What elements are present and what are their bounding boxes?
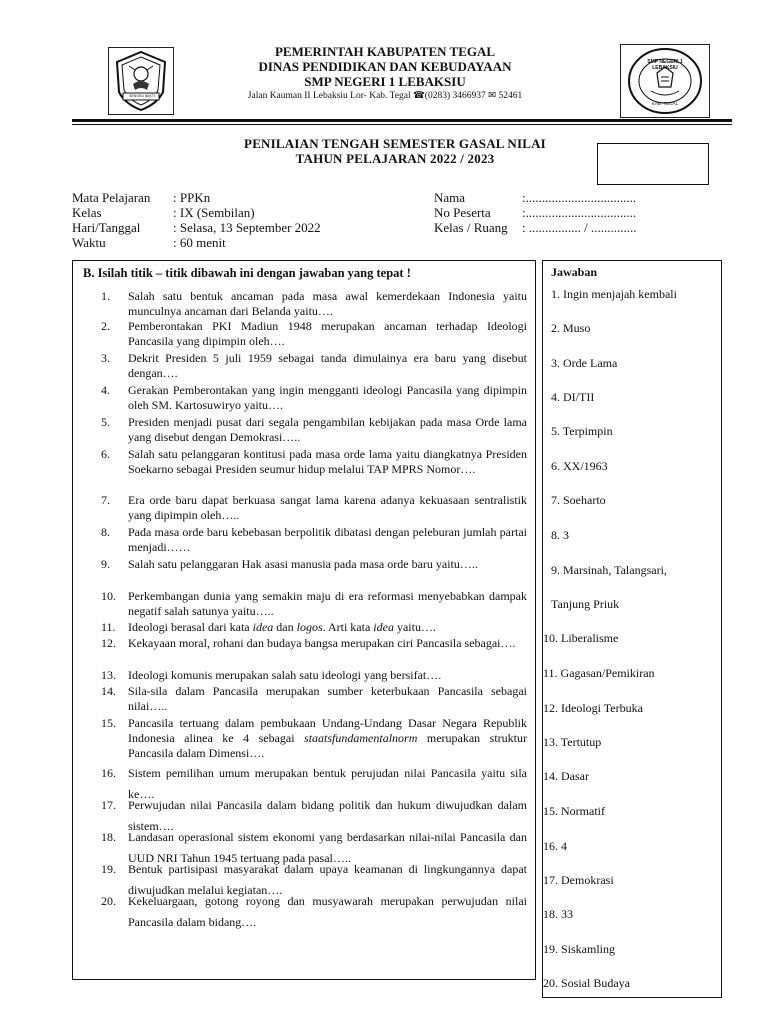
answer-item: 5. Terpimpin: [551, 424, 613, 438]
question-number: 5.: [101, 415, 110, 429]
question-text: Sila-sila dalam Pancasila merupakan sumber keterbukaan Pancasila sebagai nilai…..: [128, 684, 527, 713]
student-info-left: [72, 190, 321, 250]
question-text: Kekayaan moral, rohani dan budaya bangsa merupakan ciri Pancasila sebagai….: [128, 636, 516, 650]
question-item: [73, 557, 535, 572]
info-right-row: [434, 190, 636, 205]
question-number: 16.: [101, 766, 116, 780]
question-number: 15.: [101, 716, 116, 730]
question-text: Perwujudan nilai Pancasila dalam bidang politik dan hukum diwujudkan dalam sistem….: [128, 798, 527, 833]
left-logo-banner-text: SENGKU BAKTI: [129, 94, 155, 98]
question-number: 12.: [101, 636, 116, 650]
question-text: Pancasila tertuang dalam pembukaan Undang-Undang Dasar Negara Republik Indonesia alinea ke 4 sebagai staatsfundamentalnorm merupakan struktur Pancasila dalam Dimensi….: [128, 716, 528, 760]
answer-item: 4. DI/TII: [551, 390, 595, 404]
student-info-right: [434, 190, 636, 235]
question-number: 9.: [101, 557, 110, 571]
answer-item: Tanjung Priuk: [551, 597, 620, 611]
info-right-label: Nama: [434, 190, 466, 205]
score-box[interactable]: [597, 143, 709, 185]
question-item: [73, 589, 535, 619]
question-item: [73, 319, 535, 349]
question-item: [73, 891, 535, 933]
answer-item: 3. Orde Lama: [551, 356, 618, 370]
question-item: [73, 525, 535, 555]
answer-item: 1. Ingin menjajah kembali: [551, 287, 677, 301]
question-text: Salah satu pelanggaran kontitusi pada masa orde lama yaitu diangkatnya Presiden Soekarno sebagai Presiden seumur hidup melalui TAP MPRS Nomor….: [128, 447, 527, 476]
question-item: [73, 493, 535, 523]
question-text: Era orde baru dapat berkuasa sangat lama karena adanya kekuasaan sentralistik yang dipimpin oleh…..: [128, 493, 527, 522]
question-item: [73, 447, 535, 477]
question-item: [73, 289, 535, 319]
answers-box: [542, 260, 722, 998]
question-text: Ideologi komunis merupakan salah satu ideologi yang bersifat….: [128, 668, 442, 682]
question-item: [73, 415, 535, 445]
question-text: Bentuk partisipasi masyarakat dalam upaya keamanan di lingkungannya dapat diwujudkan melalui kegiatan….: [128, 862, 527, 897]
question-number: 8.: [101, 525, 110, 539]
info-right-value[interactable]: : ................ / ..............: [522, 220, 637, 235]
answer-item: 7. Soeharto: [551, 493, 606, 507]
header-line-2: DINAS PENDIDIKAN DAN KEBUDAYAAN: [258, 59, 512, 74]
answer-item: 10. Liberalisme: [543, 631, 619, 645]
answer-item: 13. Tertutup: [543, 735, 602, 749]
question-number: 20.: [101, 894, 116, 908]
answer-item: 9. Marsinah, Talangsari,: [551, 563, 667, 577]
answer-item: 6. XX/1963: [551, 459, 608, 473]
question-number: 3.: [101, 351, 110, 365]
question-text: Ideologi berasal dari kata idea dan logos. Arti kata idea yaitu….: [128, 620, 436, 634]
exam-title-line-2: TAHUN PELAJARAN 2022 / 2023: [295, 151, 495, 166]
info-left-value: : IX (Sembilan): [173, 205, 255, 220]
answer-item: 17. Demokrasi: [543, 873, 614, 887]
question-number: 7.: [101, 493, 110, 507]
info-left-label: Mata Pelajaran: [72, 190, 151, 205]
question-number: 18.: [101, 830, 116, 844]
regency-emblem-icon: [109, 48, 173, 114]
info-left-label: Hari/Tanggal: [72, 220, 141, 235]
question-text: Salah satu bentuk ancaman pada masa awal kemerdekaan Indonesia yaitu munculnya ancaman dari Belanda yaitu….: [128, 289, 527, 318]
info-right-label: Kelas / Ruang: [434, 220, 508, 235]
question-text: Kekeluargaan, gotong royong dan musyawarah merupakan perwujudan nilai Pancasila dalam bidang….: [128, 894, 527, 929]
question-item: [73, 636, 535, 651]
answer-item: 14. Dasar: [543, 769, 589, 783]
right-logo-frame: [620, 44, 710, 118]
question-text: Landasan operasional sistem ekonomi yang berdasarkan nilai-nilai Pancasila dan UUD NRI Tahun 1945 tertuang pada pasal…..: [128, 830, 527, 865]
section-heading: B. Isilah titik – titik dibawah ini dengan jawaban yang tepat !: [83, 266, 411, 280]
info-left-row: [72, 235, 321, 250]
info-left-value: : Selasa, 13 September 2022: [173, 220, 321, 235]
answer-item: 18. 33: [543, 907, 573, 921]
question-number: 10.: [101, 589, 116, 603]
question-text: Sistem pemilihan umum merupakan bentuk perujudan nilai Pancasila yaitu sila ke….: [128, 766, 527, 801]
question-number: 4.: [101, 383, 110, 397]
question-item: [73, 716, 535, 761]
answer-item: 20. Sosial Budaya: [543, 976, 630, 990]
answer-item: 12. Ideologi Terbuka: [543, 701, 643, 715]
info-left-label: Waktu: [72, 235, 106, 250]
questions-box: [72, 260, 536, 980]
header-line-1: PEMERINTAH KABUPATEN TEGAL: [274, 44, 496, 59]
info-left-value: : 60 menit: [173, 235, 226, 250]
question-text: Pada masa orde baru kebebasan berpolitik dibatasi dengan peleburan jumlah partai menjadi……: [128, 525, 527, 554]
exam-title: [160, 136, 630, 166]
question-number: 2.: [101, 319, 110, 333]
question-text: Pemberontakan PKI Madiun 1948 merupakan ancaman terhadap Ideologi Pancasila yang dipimpin oleh….: [128, 319, 527, 348]
answer-item: 15. Normatif: [543, 804, 605, 818]
left-logo-frame: [108, 47, 174, 115]
answer-item: 2. Muso: [551, 321, 591, 335]
answer-item: 8. 3: [551, 528, 569, 542]
header-line-3: SMP NEGERI 1 LEBAKSIU: [304, 74, 466, 89]
question-number: 1.: [101, 289, 110, 303]
answer-item: 19. Siskamling: [543, 942, 616, 956]
info-left-value: : PPKn: [173, 190, 211, 205]
info-right-label: No Peserta: [434, 205, 491, 220]
question-item: [73, 383, 535, 413]
question-number: 11.: [101, 620, 116, 634]
question-number: 19.: [101, 862, 116, 876]
question-number: 13.: [101, 668, 116, 682]
header-divider-thick: [72, 119, 732, 122]
question-item: [73, 620, 535, 635]
info-left-row: [72, 220, 321, 235]
info-left-row: [72, 190, 321, 205]
right-logo-bottom-text: KAB. TEGAL: [651, 101, 679, 106]
right-logo-ring-text: SMP NEGERI 1 LEBAKSIU: [647, 59, 683, 71]
info-right-value[interactable]: :..................................: [522, 205, 637, 220]
question-number: 17.: [101, 798, 116, 812]
question-number: 6.: [101, 447, 110, 461]
question-text: Salah satu pelanggaran Hak asasi manusia pada masa orde baru yaitu…..: [128, 557, 478, 571]
school-emblem-icon: [621, 45, 709, 117]
question-text: Perkembangan dunia yang semakin maju di era reformasi menyebabkan dampak negatif salah satunya yaitu…..: [128, 589, 527, 618]
answers-heading: Jawaban: [551, 265, 598, 279]
answer-item: 11. Gagasan/Pemikiran: [543, 666, 655, 680]
info-right-row: [434, 220, 636, 235]
exam-title-line-1: PENILAIAN TENGAH SEMESTER GASAL NILAI: [244, 136, 546, 151]
question-number: 14.: [101, 684, 116, 698]
question-text: Dekrit Presiden 5 juli 1959 sebagai tanda dimulainya era baru yang disebut dengan….: [128, 351, 527, 380]
info-right-value[interactable]: :..................................: [522, 190, 637, 205]
question-text: Gerakan Pemberontakan yang ingin mengganti ideologi Pancasila yang dipimpin oleh SM. Kartosuwiryo yaitu….: [128, 383, 527, 412]
info-left-row: [72, 205, 321, 220]
question-item: [73, 668, 535, 683]
info-right-row: [434, 205, 636, 220]
school-header: [185, 44, 585, 102]
question-item: [73, 684, 535, 714]
info-left-label: Kelas: [72, 205, 102, 220]
header-divider-thin: [72, 124, 732, 125]
question-text: Presiden menjadi pusat dari segala pengambilan kebijakan pada masa Orde lama yang disebut dengan Demokrasi…..: [128, 415, 527, 444]
header-address: Jalan Kauman II Lebaksiu Lor- Kab. Tegal ☎(0283) 3466937 ✉ 52461: [247, 91, 523, 101]
question-item: [73, 351, 535, 381]
answer-item: 16. 4: [543, 839, 567, 853]
